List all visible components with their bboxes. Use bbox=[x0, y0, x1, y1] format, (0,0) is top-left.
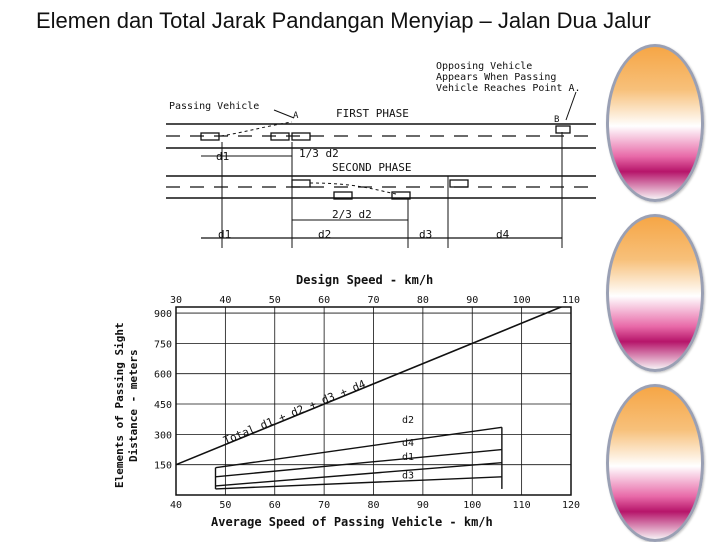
series-label-d2: d2 bbox=[402, 415, 415, 427]
y-tick-label: 300 bbox=[153, 430, 172, 442]
y-tick-label: 750 bbox=[153, 339, 172, 351]
bottom-d1-label: d1 bbox=[218, 228, 232, 241]
two-third-d2-label: 2/3 d2 bbox=[332, 208, 372, 221]
top-tick-label: 30 bbox=[169, 295, 183, 306]
bottom-d4-label: d4 bbox=[496, 228, 510, 241]
passing-vehicle-label: Passing Vehicle bbox=[169, 101, 260, 112]
point-b-label: B bbox=[554, 115, 560, 125]
slide-title: Elemen dan Total Jarak Pandangan Menyiap – Jalan Dua Jalur bbox=[36, 8, 651, 33]
y-axis-title-line-2: Distance - meters bbox=[127, 349, 140, 462]
series-label-d4: d4 bbox=[402, 437, 415, 449]
y-axis-title bbox=[113, 322, 140, 488]
y-tick-label: 900 bbox=[153, 309, 172, 321]
y-tick-label: 450 bbox=[153, 400, 172, 412]
opposing-vehicle-note-line-2: Appears When Passing bbox=[436, 72, 557, 83]
x-tick-label: 120 bbox=[561, 500, 581, 511]
point-a-label: A bbox=[293, 111, 299, 121]
x-tick-label: 110 bbox=[512, 500, 531, 511]
bottom-d2-label: d2 bbox=[318, 228, 332, 241]
top-tick-label: 110 bbox=[561, 295, 581, 306]
top-axis-title: Design Speed - km/h bbox=[296, 273, 434, 287]
series-label-d1: d1 bbox=[402, 452, 415, 464]
opposing-vehicle-note-line-3: Vehicle Reaches Point A. bbox=[436, 83, 581, 94]
top-tick-label: 60 bbox=[318, 295, 331, 306]
x-tick-label: 50 bbox=[219, 500, 232, 511]
top-tick-label: 50 bbox=[268, 295, 281, 306]
second-phase-label: SECOND PHASE bbox=[332, 161, 412, 174]
top-tick-label: 80 bbox=[416, 295, 429, 306]
figure-canvas bbox=[96, 52, 606, 540]
series-line-d4 bbox=[216, 450, 502, 477]
x-tick-label: 70 bbox=[318, 500, 331, 511]
y-tick-label: 600 bbox=[153, 369, 172, 381]
x-tick-label: 90 bbox=[416, 500, 429, 511]
passing-sight-distance-chart bbox=[113, 273, 580, 529]
decorative-orb-top bbox=[606, 44, 704, 202]
y-axis-title-line-1: Elements of Passing Sight bbox=[113, 322, 126, 488]
bottom-d3-label: d3 bbox=[419, 228, 433, 241]
first-phase-label: FIRST PHASE bbox=[336, 107, 409, 120]
one-third-d2-label: 1/3 d2 bbox=[299, 147, 339, 160]
opposing-vehicle-note-line-1: Opposing Vehicle bbox=[436, 61, 533, 72]
series-label-total: Total d1 + d2 + d3 + d4 bbox=[221, 377, 368, 448]
series-label-d3: d3 bbox=[402, 470, 415, 482]
x-axis-title: Average Speed of Passing Vehicle - km/h bbox=[211, 515, 493, 529]
top-tick-label: 100 bbox=[512, 295, 531, 306]
x-tick-label: 60 bbox=[268, 500, 281, 511]
passing-sight-distance-figure bbox=[96, 52, 606, 540]
x-tick-label: 100 bbox=[463, 500, 482, 511]
decorative-orb-middle bbox=[606, 214, 704, 372]
y-tick-label: 150 bbox=[153, 460, 172, 472]
x-tick-label: 40 bbox=[169, 500, 183, 511]
top-tick-label: 40 bbox=[219, 295, 232, 306]
decorative-orb-bottom bbox=[606, 384, 704, 542]
top-tick-label: 90 bbox=[466, 295, 479, 306]
top-tick-label: 70 bbox=[367, 295, 380, 306]
d1-first-phase-label: d1 bbox=[216, 150, 230, 163]
x-tick-label: 80 bbox=[367, 500, 380, 511]
